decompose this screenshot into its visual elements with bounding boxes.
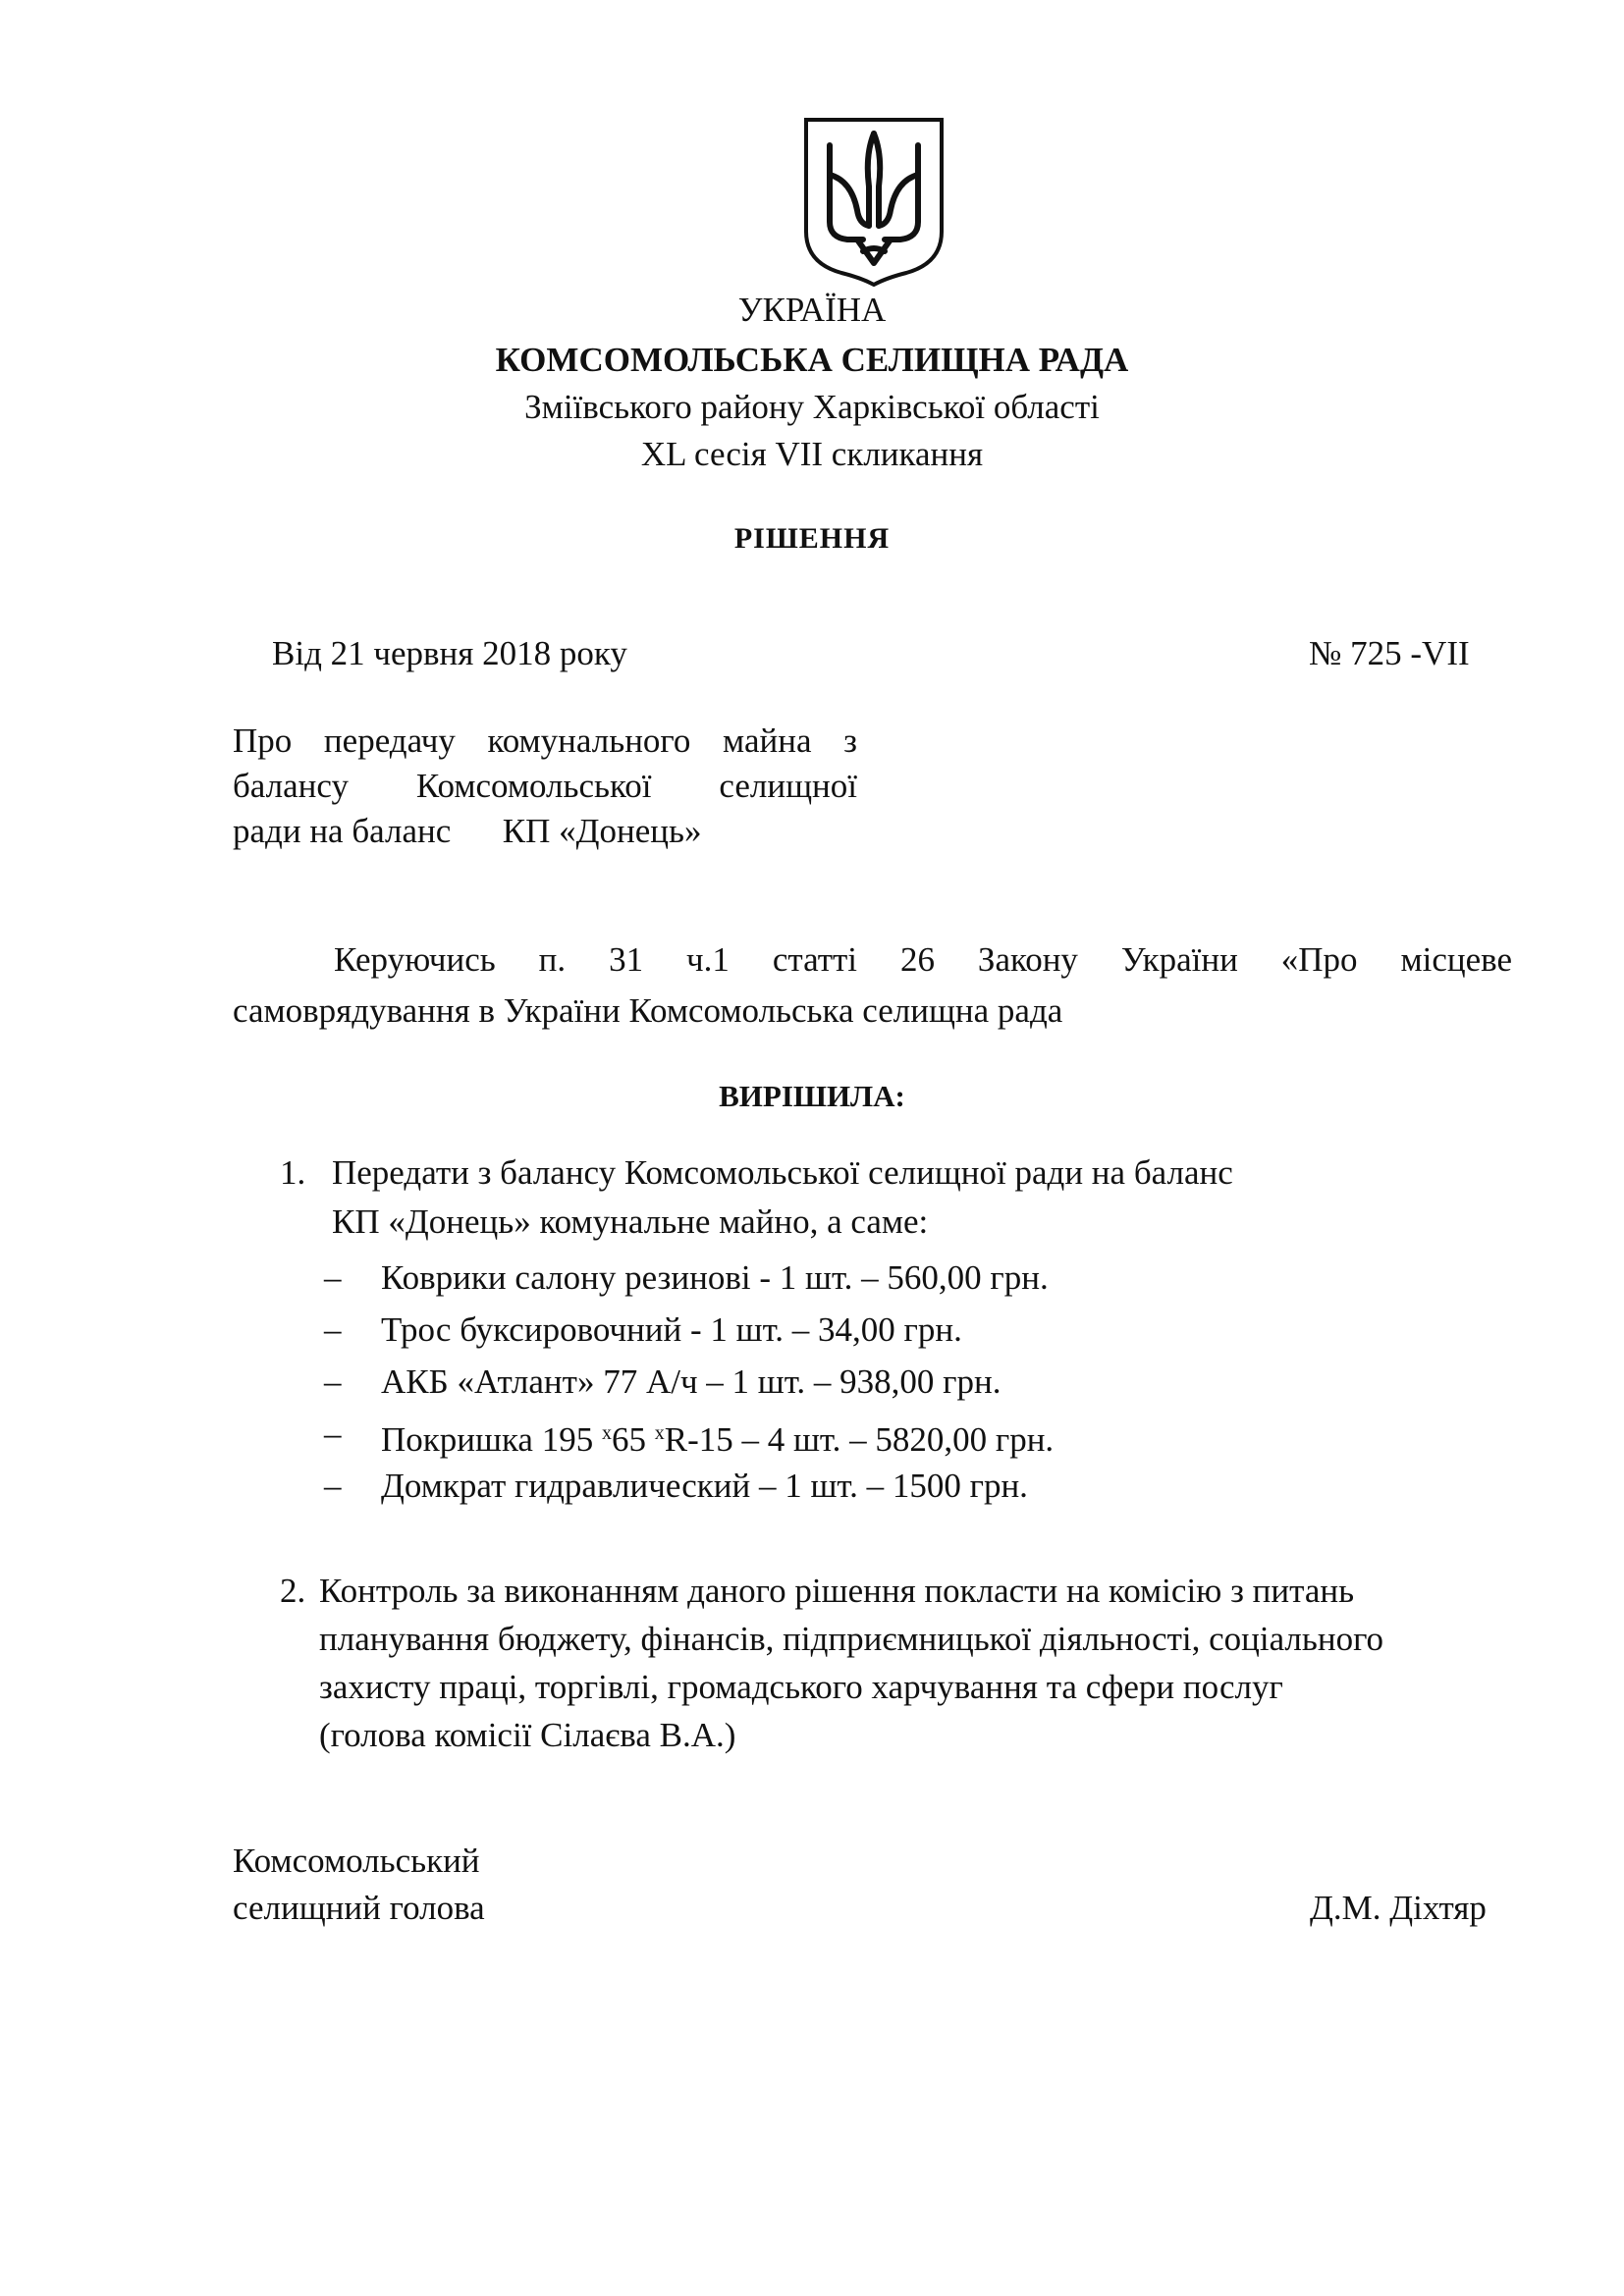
dash-bullet: – [324,1362,342,1401]
preamble-line: самоврядування в України Комсомольська селищна рада [233,991,1063,1030]
list-item-text: Трос буксировочний - 1 шт. – 34,00 грн. [381,1310,962,1349]
item-text [319,1567,1383,1759]
council-name: КОМСОМОЛЬСЬКА СЕЛИЩНА РАДА [495,341,1129,379]
country-name: УКРАЇНА [737,291,887,329]
item-text-line: захисту праці, торгівлі, громадського харчування та сфери послуг [319,1668,1283,1706]
decided-heading: ВИРІШИЛА: [719,1079,905,1113]
subject-line: Про передачу комунального майна з [233,721,857,760]
decision-subject [233,719,857,854]
dash-bullet: – [324,1258,342,1297]
list-item-text: Домкрат гидравлический – 1 шт. – 1500 грн. [381,1467,1028,1505]
signatory-title: Комсомольський [233,1842,480,1880]
item-text-line: Контроль за виконанням даного рішення покласти на комісію з питань [319,1572,1355,1610]
tyre-separator: x [601,1422,612,1444]
list-item-text [381,1408,1054,1466]
tyre-separator: x [654,1422,665,1444]
signatory-title: селищний голова [233,1889,485,1927]
tyre-mid: 65 [611,1420,646,1459]
dash-bullet: – [324,1415,342,1453]
dash-bullet: – [324,1310,342,1349]
item-number: 2. [280,1572,306,1610]
decision-number: № 725 -VII [1309,634,1470,672]
item-number: 1. [280,1153,306,1192]
signatory-name: Д.М. Діхтяр [1310,1889,1487,1927]
district-name: Зміївського району Харківської області [524,388,1100,426]
session-name: XL сесія VII скликання [640,435,984,473]
list-item-text: АКБ «Атлант» 77 А/ч – 1 шт. – 938,00 грн. [381,1362,1001,1401]
subject-line: балансу Комсомольської селищної [233,767,857,805]
item-text [332,1148,1233,1247]
tyre-prefix: Покришка 195 [381,1420,594,1459]
item-text-line: КП «Донець» комунальне майно, а саме: [332,1202,929,1241]
item-text-line: Передати з балансу Комсомольської селищної ради на баланс [332,1153,1233,1192]
preamble-line: Керуючись п. 31 ч.1 статті 26 Закону України «Про місцеве [334,940,1512,979]
item-text-line: планування бюджету, фінансів, підприємницької діяльності, соціального [319,1620,1384,1658]
document-type: РІШЕННЯ [733,522,891,555]
tyre-suffix: R-15 – 4 шт. – 5820,00 грн. [664,1420,1055,1459]
preamble [233,934,1512,1037]
dash-bullet: – [324,1467,342,1505]
list-item-text: Коврики салону резинові - 1 шт. – 560,00 грн. [381,1258,1049,1297]
subject-line: ради на баланс КП «Донець» [233,812,702,850]
decision-date: Від 21 червня 2018 року [272,634,627,672]
item-text-line: (голова комісії Сілаєва В.А.) [319,1716,736,1754]
coat-of-arms-icon [800,116,947,287]
